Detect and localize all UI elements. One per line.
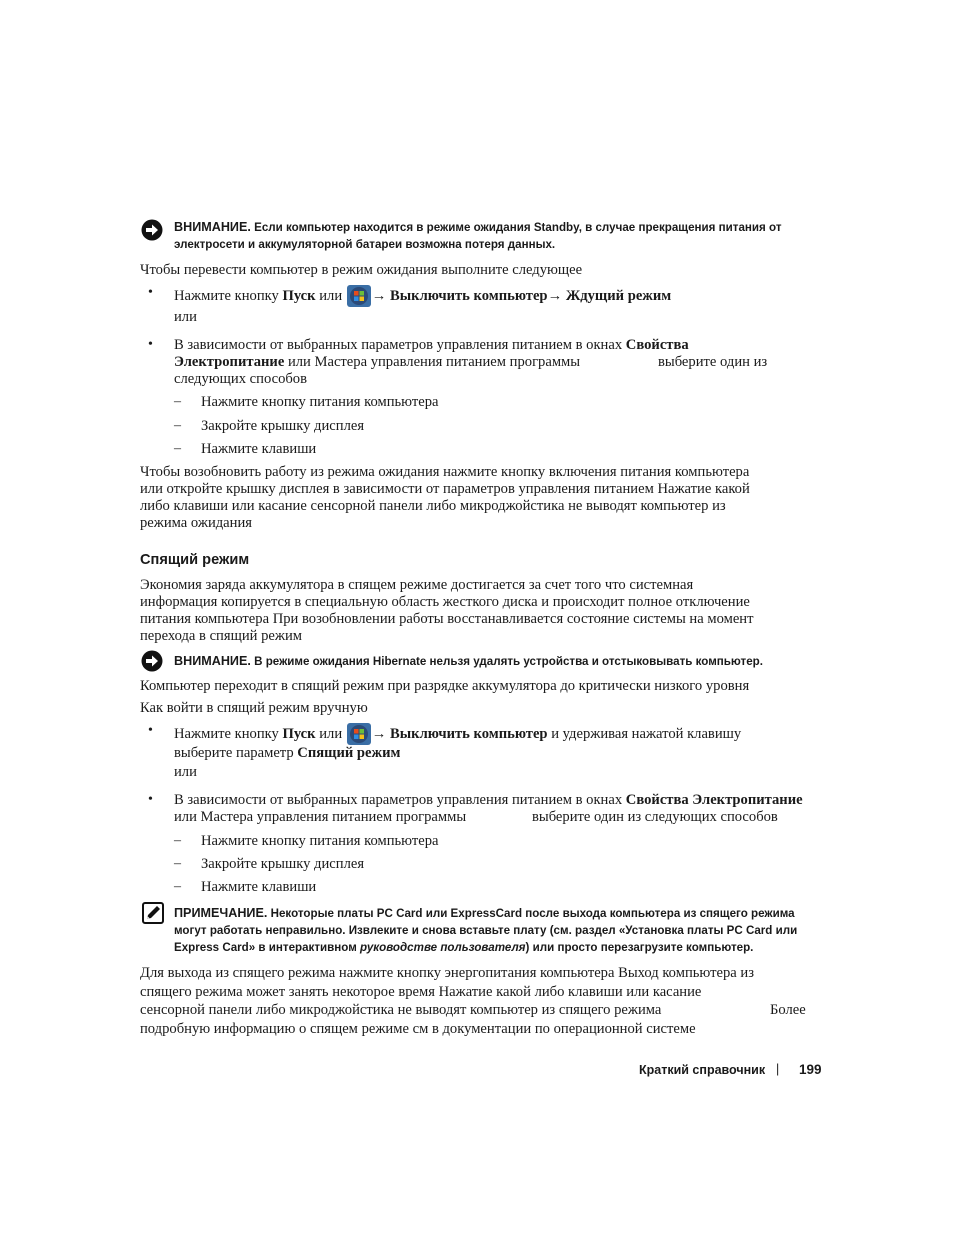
dash-item: Нажмите клавиши — [201, 879, 317, 895]
warning-label: ВНИМАНИЕ. — [174, 220, 251, 234]
manual-hibernate: Как войти в спящий режим вручную — [140, 700, 368, 716]
dash: – — [174, 418, 181, 433]
auto-hibernate: Компьютер переходит в спящий режим при разрядке аккумулятора до критически низкого уровня — [140, 678, 750, 694]
dash: – — [174, 394, 181, 409]
warning-icon — [141, 650, 163, 672]
bullet: • — [148, 723, 153, 738]
page-number: 199 — [799, 1062, 822, 1077]
warning-text: ВНИМАНИЕ. Если компьютер находится в режиме ожидания Standby, в случае прекращения питания от электросети и аккумуляторной батареи возможна потеря данных. — [174, 220, 782, 251]
dash: – — [174, 879, 181, 894]
windows-start-icon — [347, 723, 371, 745]
resume-paragraph: Чтобы возобновить работу из режима ожидания нажмите кнопку включения питания компьютера или откройте крышку дисплея в зависимости от параметров управления питанием Нажатие какой либо клавиши или касание сенсорной панели либо микроджойстика не выводят компьютер из режима ожидания — [140, 464, 750, 531]
footer-section: Краткий справочник — [639, 1063, 766, 1077]
warning-icon — [141, 219, 163, 241]
hibernate-step-start: Нажмите кнопку Пуск или → Выключить компьютер и удерживая нажатой клавишу выберите параметр Спящий режим — [174, 723, 814, 762]
bullet: • — [148, 792, 153, 807]
or-text: или — [174, 764, 197, 780]
or-text: или — [174, 309, 197, 325]
dash: – — [174, 856, 181, 871]
dash-item: Нажмите клавиши — [201, 441, 317, 457]
hibernate-paragraph: Экономия заряда аккумулятора в спящем режиме достигается за счет того что системная информация копируется в специальную область жесткого диска и происходит полное отключение питания компьютера При возобновлении работы восстанавливается состояние системы на момент перехода в спящий режим — [140, 577, 754, 644]
dash: – — [174, 441, 181, 456]
standby-step-power: В зависимости от выбранных параметров управления питанием в окнах Свойства Электропитание или Мастера управления питанием программы выберите один из следующих способов — [174, 337, 768, 387]
dash-item: Нажмите кнопку питания компьютера — [201, 394, 439, 410]
section-heading: Спящий режим — [140, 552, 250, 568]
pencil-note-icon — [142, 902, 164, 924]
note-text: ПРИМЕЧАНИЕ. Некоторые платы PC Card или ExpressCard после выхода компьютера из спящего режима могут работать неправильно. Извлеките и снова вставьте плату (см. раздел «Установка платы PC Card или Express Card» в интерактивном руководстве пользователя) или просто перезагрузите компьютер. — [174, 906, 798, 954]
standby-step-start: Нажмите кнопку Пуск или → Выключить компьютер→ Ждущий режим — [174, 285, 671, 307]
standby-intro: Чтобы перевести компьютер в режим ожидания выполните следующее — [140, 262, 583, 278]
exit-paragraph: Для выхода из спящего режима нажмите кнопку энергопитания компьютера Выход компьютера из спящего режима может занять некоторое время Нажатие какой либо клавиши или касание сенсорной панели либо микроджойстика не выводят компьютер из спящего режима Более подробную информацию о спящем режиме см в документации по операционной системе — [140, 965, 806, 1037]
dash-item: Закройте крышку дисплея — [201, 418, 365, 434]
hibernate-step-power: В зависимости от выбранных параметров управления питанием в окнах Свойства Электропитание или Мастера управления питанием программы выберите один из следующих способов — [174, 792, 803, 825]
bullet: • — [148, 285, 153, 300]
dash-item: Закройте крышку дисплея — [201, 856, 365, 872]
dash: – — [174, 833, 181, 848]
footer-separator: | — [776, 1062, 780, 1076]
bullet: • — [148, 337, 153, 352]
warning-text: ВНИМАНИЕ. В режиме ожидания Hibernate нельзя удалять устройства и отстыковывать компьютер. — [174, 654, 763, 668]
windows-start-icon — [347, 285, 371, 307]
dash-item: Нажмите кнопку питания компьютера — [201, 833, 439, 849]
